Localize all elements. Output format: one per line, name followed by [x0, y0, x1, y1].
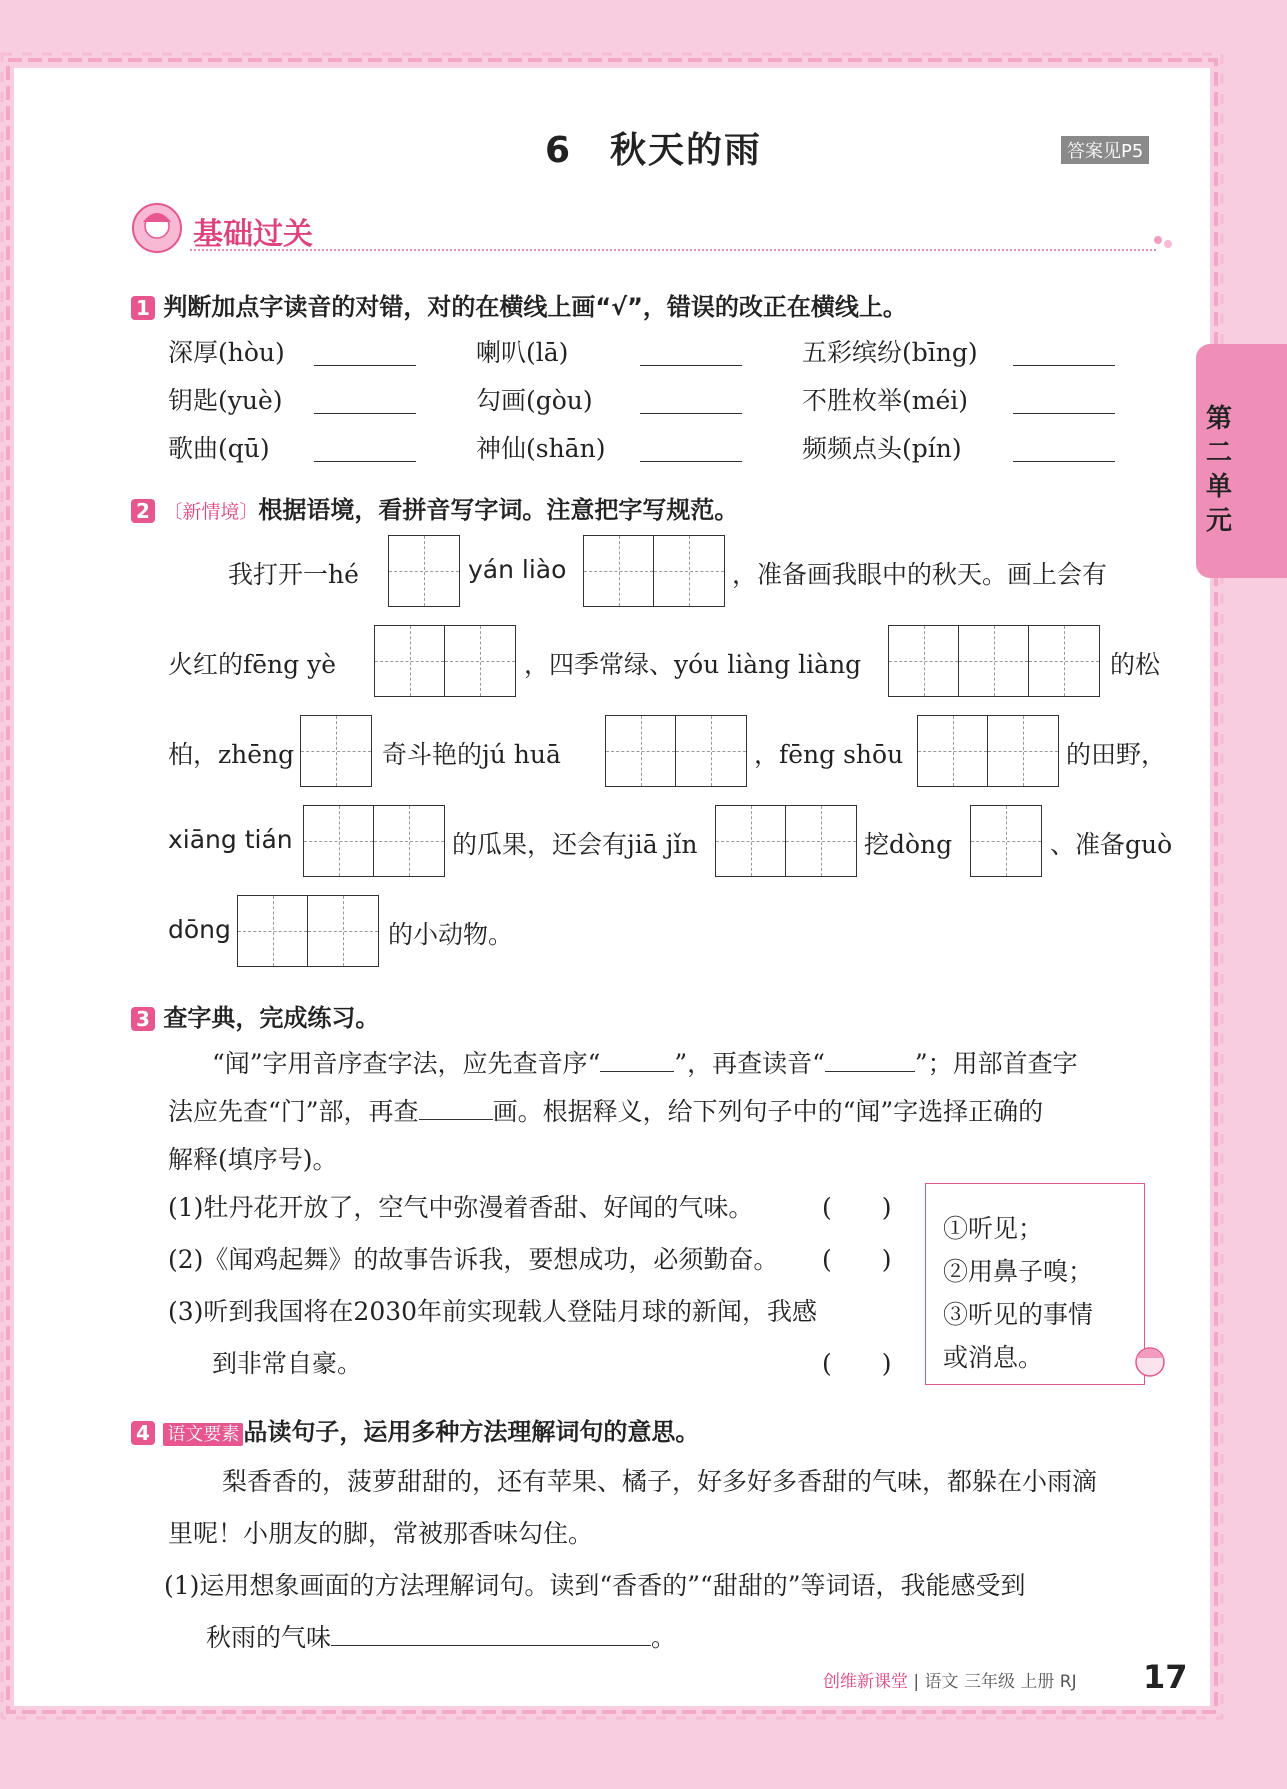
q1-item: 深厚(hòu) [168, 338, 285, 367]
q2-text: ，四季常绿、yóu liàng liàng [524, 650, 862, 679]
footer-info [823, 1667, 1077, 1692]
q4-prompt: 品读句子，运用多种方法理解词句的意思。 [243, 1418, 700, 1446]
unit-side-tab-label: 第二单元 [1206, 404, 1233, 536]
q3-prompt: 查字典，完成练习。 [163, 1004, 380, 1032]
q4-passage-line1: 梨香香的，菠萝甜甜的，还有苹果、橘子，好多好多香甜的气味，都躲在小雨滴 [222, 1467, 1098, 1496]
q2-text: yán liào [468, 555, 567, 584]
q3-sentence-3-cont: 到非常自豪。 [212, 1349, 363, 1378]
answer-blank[interactable] [314, 413, 416, 414]
section-divider [190, 249, 1156, 251]
q2-text: 的松 [1110, 650, 1161, 679]
q2-text: dōng [168, 915, 231, 944]
answer-blank[interactable] [600, 1071, 674, 1072]
q1-item: 不胜枚举(méi) [802, 386, 969, 415]
q3-para-line3: 解释(填序号)。 [168, 1145, 338, 1174]
q3-para-line1: “闻”字用音序查字法，应先查音序“ ”，再查读音“ ”；用部首查字 [212, 1049, 1078, 1078]
q2-text: 奇斗艳的jú huā [382, 740, 561, 769]
writing-grid[interactable] [970, 805, 1042, 877]
q1-item: 歌曲(qū) [168, 434, 270, 463]
q1-item: 喇叭(lā) [476, 338, 569, 367]
footer-book-info: 语文 三年级 上册 RJ [924, 1672, 1077, 1692]
q4-sub-answer-line: 秋雨的气味 。 [206, 1623, 677, 1652]
answer-blank[interactable] [1013, 365, 1115, 366]
writing-grid[interactable] [388, 535, 460, 607]
q2-text: 我打开一hé [228, 560, 359, 589]
q1-prompt: 判断加点字读音的对错，对的在横线上画“√”，错误的改正在横线上。 [163, 293, 907, 321]
q1-item: 五彩缤纷(bīng) [802, 338, 978, 367]
answer-paren[interactable]: ( ) [822, 1349, 892, 1378]
answer-blank[interactable] [331, 1645, 651, 1646]
answer-paren[interactable]: ( ) [822, 1245, 892, 1274]
q1-number: 1 [131, 296, 155, 320]
q2-text: xiāng tián [168, 825, 293, 854]
footer-separator: | [913, 1672, 920, 1692]
writing-grid[interactable] [237, 895, 379, 967]
q2-prompt: 根据语境，看拼音写字词。注意把字写规范。 [258, 496, 739, 524]
answer-ref-badge: 答案见P5 [1061, 136, 1149, 164]
answer-blank[interactable] [314, 461, 416, 462]
q4-header [131, 1412, 699, 1447]
q3-header [131, 998, 379, 1033]
q2-text: ，准备画我眼中的秋天。画上会有 [732, 560, 1108, 589]
q1-header [131, 287, 907, 322]
girl-mascot-icon [129, 202, 185, 254]
q2-text: ，fēng shōu [754, 740, 904, 769]
q3-sentence-3: (3)听到我国将在2030年前实现载人登陆月球的新闻，我感 [168, 1297, 818, 1326]
definition-item: ①听见； [943, 1214, 1044, 1243]
definition-list [943, 1207, 1093, 1379]
writing-grid[interactable] [715, 805, 857, 877]
q4-passage-line2: 里呢！小朋友的脚，常被那香味勾住。 [168, 1519, 594, 1548]
q3-sentence-1: (1)牡丹花开放了，空气中弥漫着香甜、好闻的气味。 [168, 1193, 754, 1222]
q2-text: 火红的fēng yè [168, 650, 337, 679]
writing-grid[interactable] [374, 625, 516, 697]
page-number: 17 [1143, 1658, 1188, 1696]
q2-number: 2 [131, 499, 155, 523]
q3-sentence-2: (2)《闻鸡起舞》的故事告诉我，要想成功，必须勤奋。 [168, 1245, 779, 1274]
q4-number: 4 [131, 1421, 155, 1445]
q4-tag: 语文要素 [163, 1423, 243, 1446]
definition-item: 或消息。 [943, 1343, 1044, 1372]
decor-dot [1164, 240, 1172, 248]
girl-mascot-icon [1128, 1338, 1172, 1384]
decor-dot [1154, 236, 1162, 244]
q2-text: 的瓜果，还会有jiā jǐn [452, 830, 698, 859]
q3-number: 3 [131, 1007, 155, 1031]
q2-tag: 〔新情境〕 [163, 501, 259, 523]
section-label: 基础过关 [193, 217, 313, 252]
q1-item: 频频点头(pín) [802, 434, 962, 463]
answer-blank[interactable] [825, 1071, 915, 1072]
answer-blank[interactable] [640, 413, 742, 414]
writing-grid[interactable] [300, 715, 372, 787]
q2-text: 的田野， [1066, 740, 1167, 769]
footer-brand: 创维新课堂 [823, 1672, 908, 1692]
answer-blank[interactable] [640, 365, 742, 366]
q2-header [131, 490, 738, 525]
writing-grid[interactable] [303, 805, 445, 877]
q1-item: 钥匙(yuè) [168, 386, 283, 415]
answer-blank[interactable] [314, 365, 416, 366]
writing-grid[interactable] [888, 625, 1100, 697]
answer-blank[interactable] [419, 1119, 493, 1120]
answer-paren[interactable]: ( ) [822, 1193, 892, 1222]
page-title: 6 秋天的雨 [545, 130, 763, 171]
answer-blank[interactable] [1013, 413, 1115, 414]
q2-text: 、准备guò [1050, 830, 1173, 859]
writing-grid[interactable] [917, 715, 1059, 787]
definition-item: ②用鼻子嗅； [943, 1257, 1094, 1286]
q1-item: 神仙(shān) [476, 434, 606, 463]
q1-item: 勾画(gòu) [476, 386, 593, 415]
writing-grid[interactable] [583, 535, 725, 607]
q2-text: 的小动物。 [388, 920, 514, 949]
q3-para-line2: 法应先查“门”部，再查 画。根据释义，给下列句子中的“闻”字选择正确的 [168, 1097, 1044, 1126]
q4-sub-question: (1)运用想象画面的方法理解词句。读到“香香的”“甜甜的”等词语，我能感受到 [164, 1571, 1026, 1600]
q2-text: 柏，zhēng [168, 740, 295, 769]
answer-blank[interactable] [640, 461, 742, 462]
writing-grid[interactable] [605, 715, 747, 787]
q2-text: 挖dòng [864, 830, 953, 859]
answer-blank[interactable] [1013, 461, 1115, 462]
definition-item: ③听见的事情 [943, 1300, 1094, 1329]
